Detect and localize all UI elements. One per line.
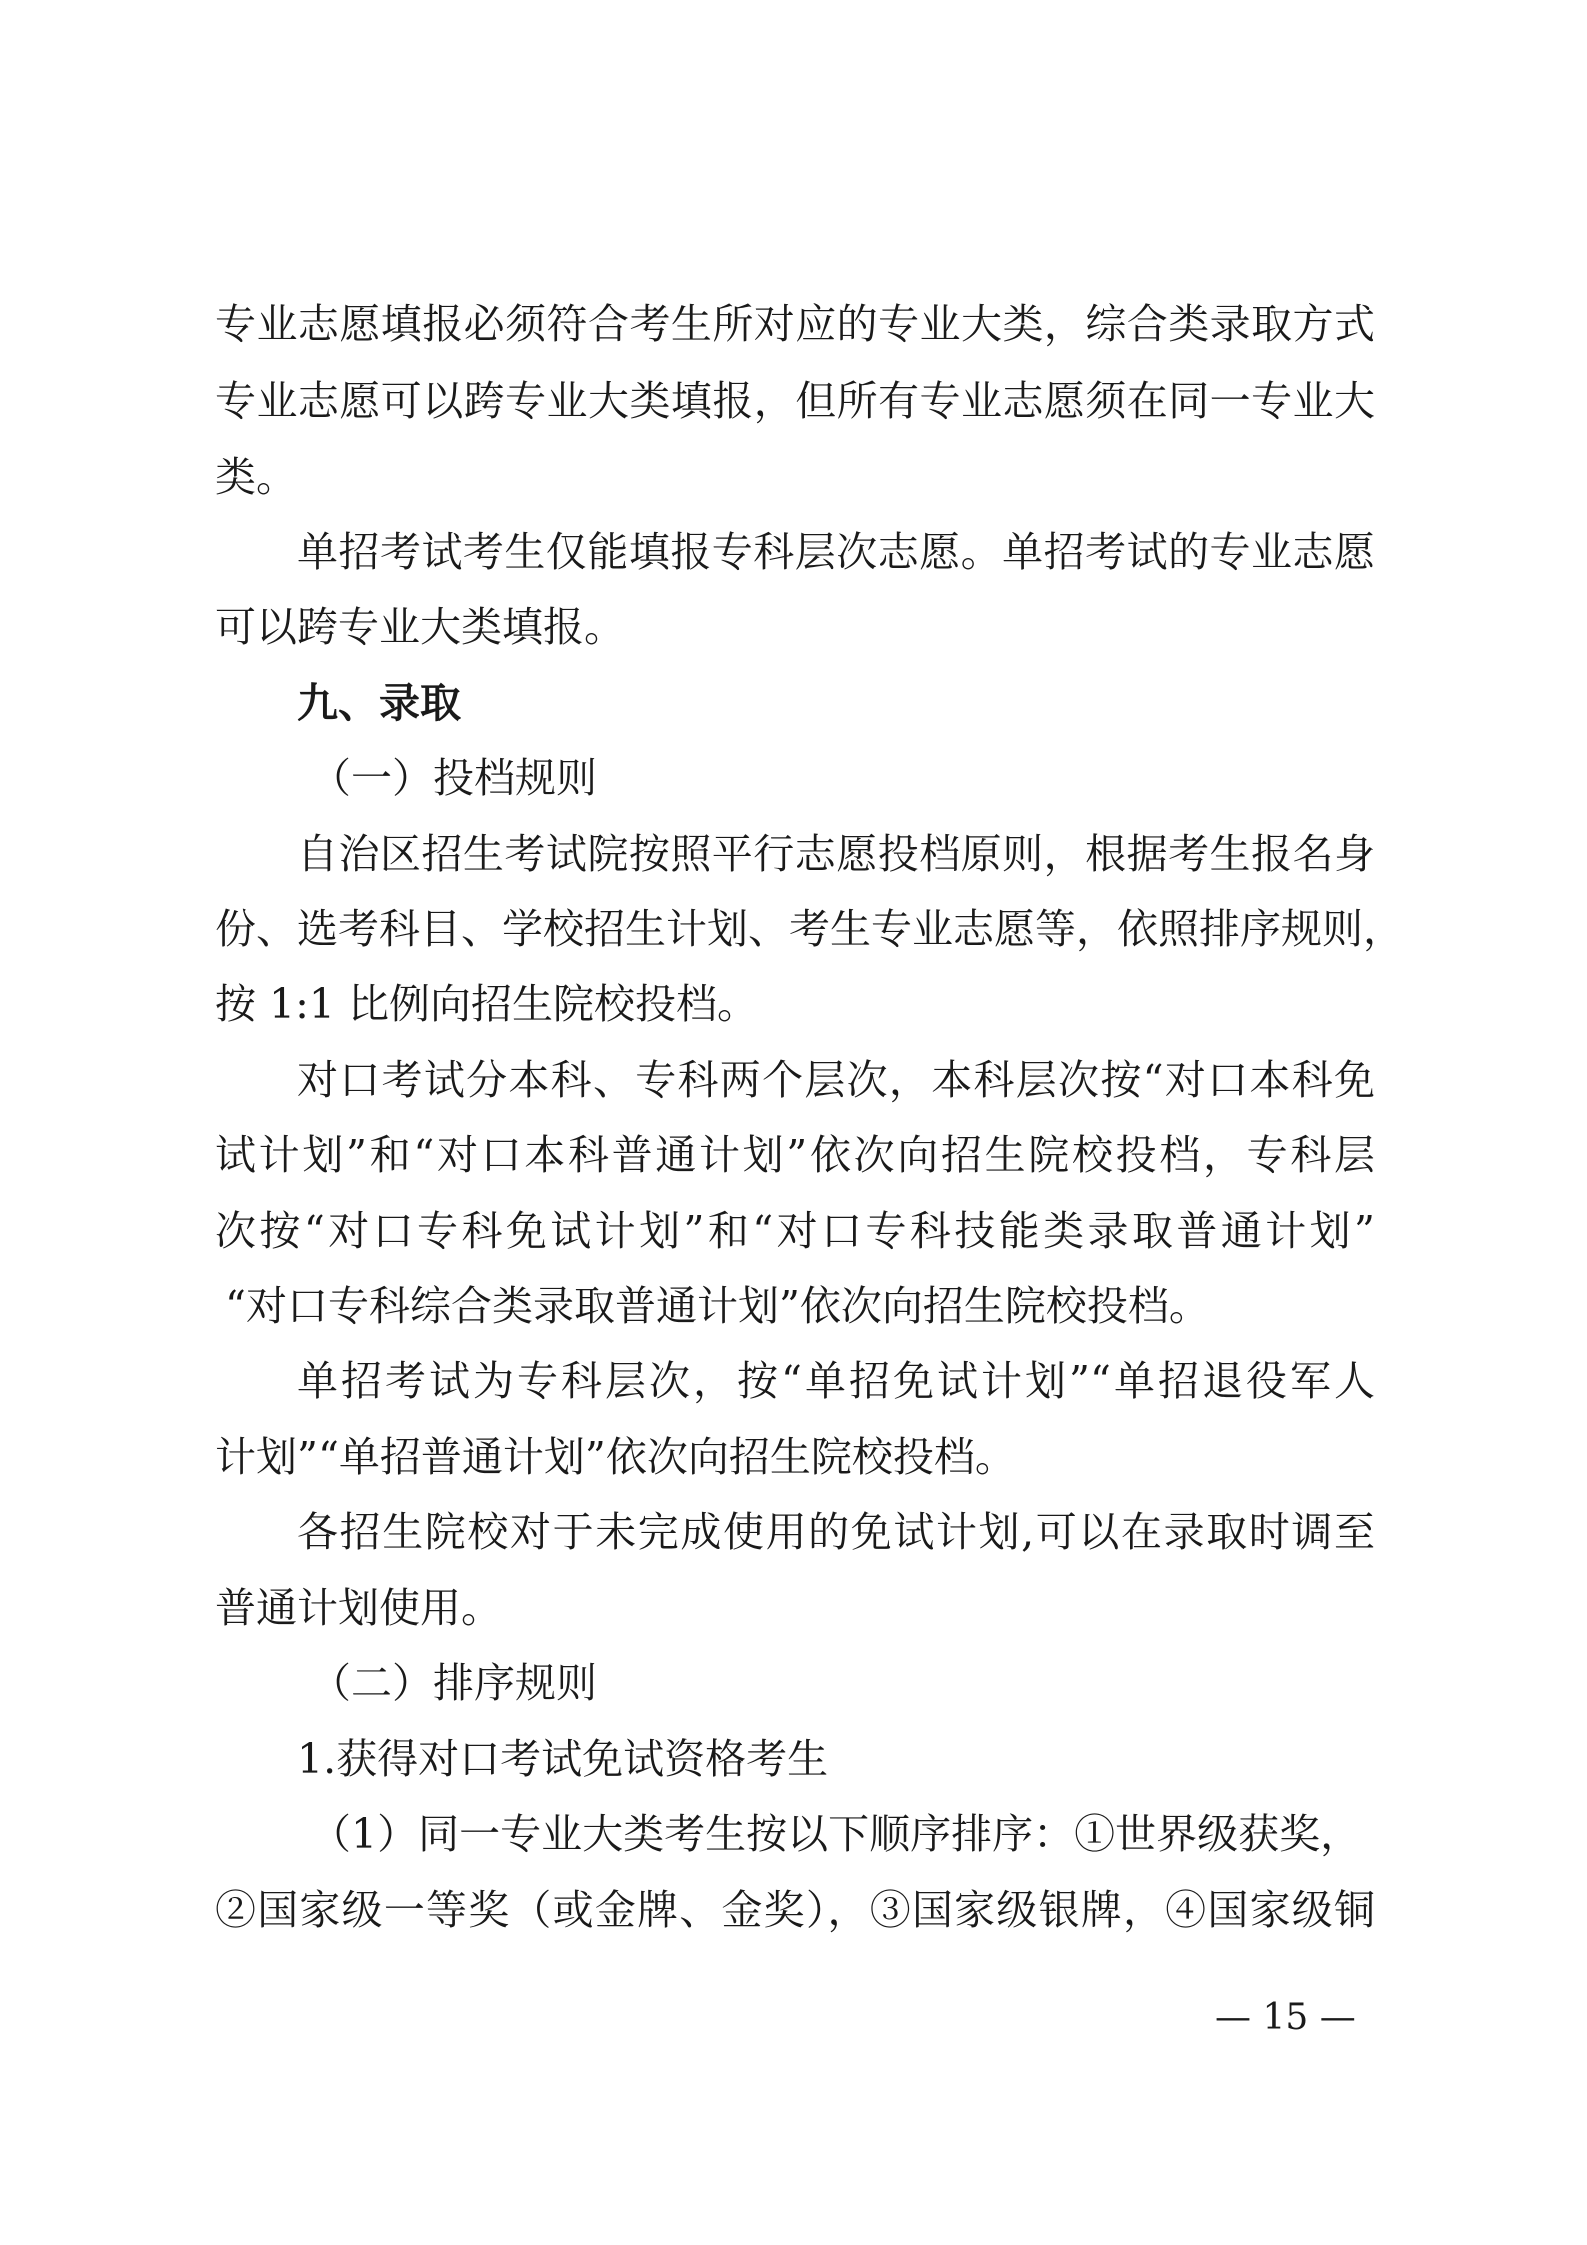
text-line: 单招考试为专科层次，按“单招免试计划”“单招退役军人 bbox=[297, 1357, 1375, 1405]
text-line: 份、选考科目、学校招生计划、考生专业志愿等，依照排序规则， bbox=[215, 905, 1404, 953]
text-line: 专业志愿可以跨专业大类填报，但所有专业志愿须在同一专业大 bbox=[215, 377, 1375, 425]
text-line: 计划”“单招普通计划”依次向招生院校投档。 bbox=[215, 1433, 1016, 1481]
text-line: 按 1:1 比例向招生院校投档。 bbox=[215, 980, 759, 1028]
text-line: 各招生院校对于未完成使用的免试计划,可以在录取时调至 bbox=[297, 1508, 1375, 1556]
text-line: 专业志愿填报必须符合考生所对应的专业大类，综合类录取方式 bbox=[215, 300, 1375, 348]
text-line: 1.获得对口考试免试资格考生 bbox=[297, 1735, 829, 1783]
text-line: 类。 bbox=[215, 453, 297, 501]
text-line: （1）同一专业大类考生按以下顺序排序：①世界级获奖， bbox=[310, 1810, 1362, 1858]
text-line: 次按“对口专科免试计划”和“对口专科技能类录取普通计划” bbox=[215, 1207, 1375, 1255]
text-line: 单招考试考生仅能填报专科层次志愿。单招考试的专业志愿 bbox=[297, 528, 1375, 576]
text-line: 试计划”和“对口本科普通计划”依次向招生院校投档，专科层 bbox=[215, 1131, 1375, 1179]
text-line: 普通计划使用。 bbox=[215, 1584, 502, 1632]
text-line: ②国家级一等奖（或金牌、金奖），③国家级银牌，④国家级铜 bbox=[215, 1886, 1375, 1934]
subsection-heading: （一）投档规则 bbox=[310, 754, 597, 802]
page-number: — 15 — bbox=[1215, 1997, 1356, 2038]
text-line: 可以跨专业大类填报。 bbox=[215, 603, 625, 651]
text-line: “对口专科综合类录取普通计划”依次向招生院校投档。 bbox=[225, 1282, 1210, 1330]
text-line: 自治区招生考试院按照平行志愿投档原则，根据考生报名身 bbox=[297, 830, 1375, 878]
subsection-heading: （二）排序规则 bbox=[310, 1659, 597, 1707]
section-heading: 九、录取 bbox=[297, 679, 461, 727]
text-line: 对口考试分本科、专科两个层次，本科层次按“对口本科免 bbox=[297, 1056, 1375, 1104]
